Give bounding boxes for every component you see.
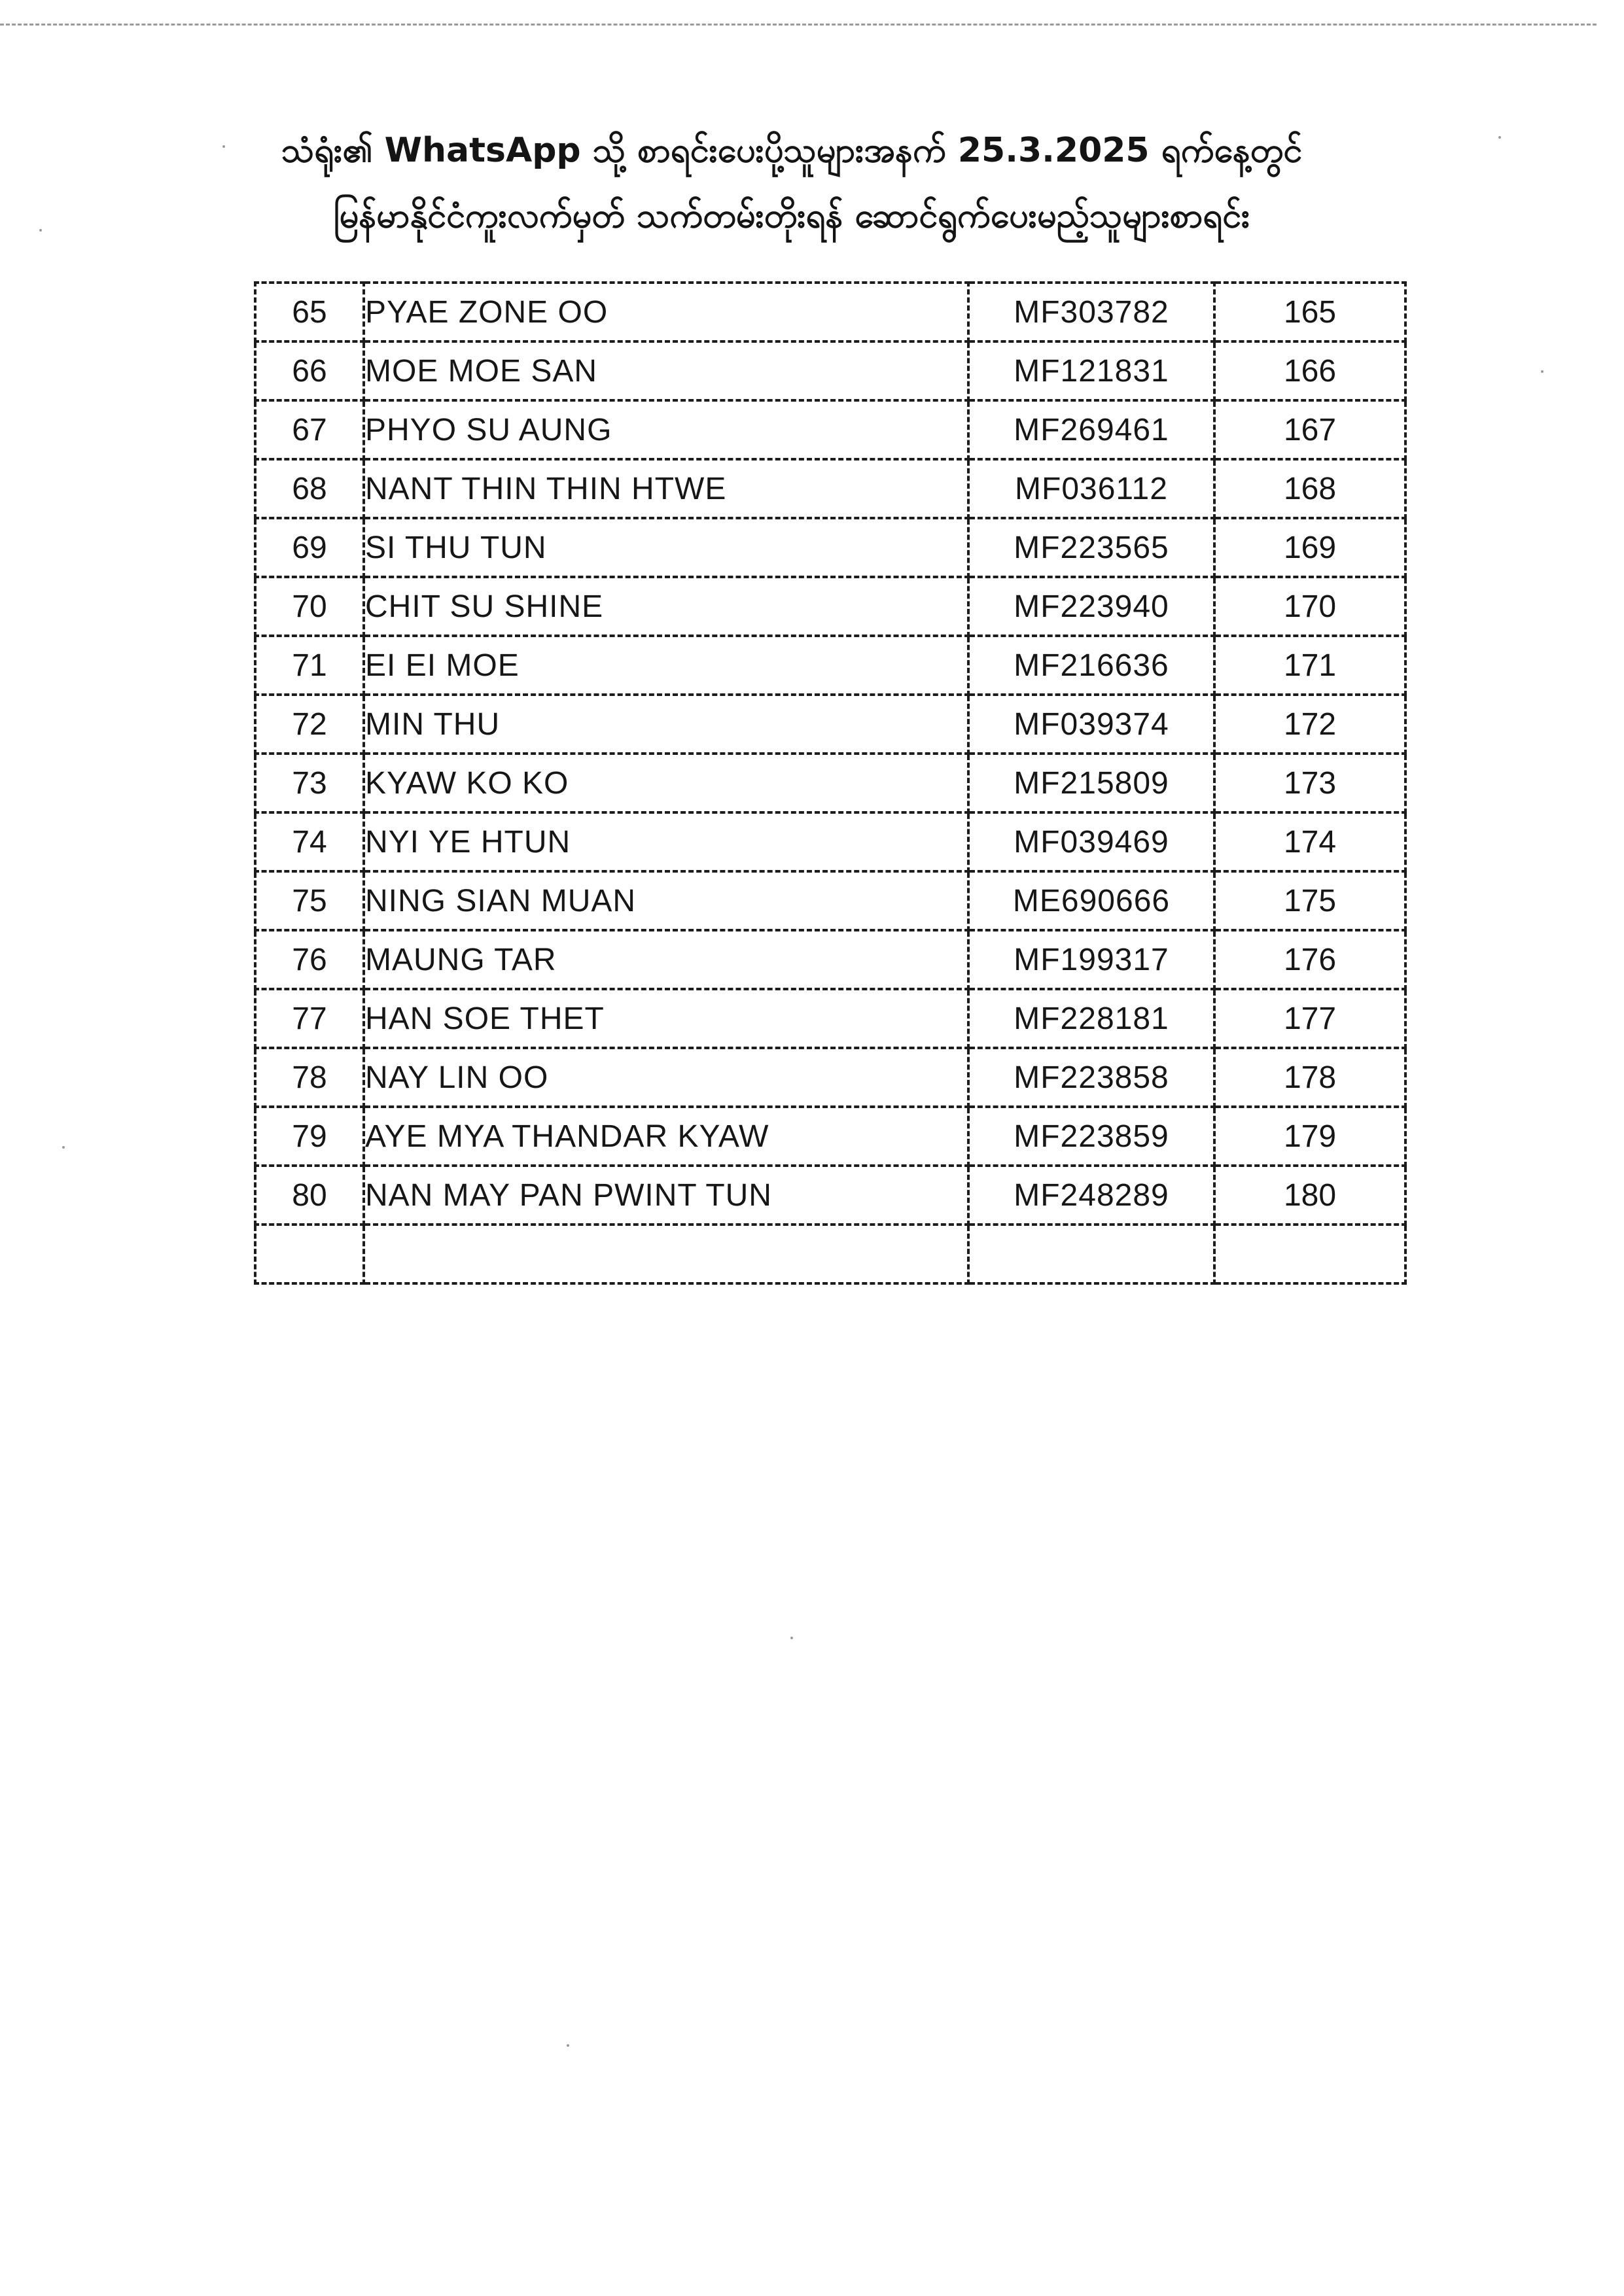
name-cell: KYAW KO KO [364,754,968,812]
document-title-line-2: မြန်မာနိုင်ငံကူးလက်မှတ် သက်တမ်းတိုးရန် ဆောင်ရွက်ပေးမည့်သူများစာရင်း [333,196,1250,235]
reference-number-cell: 167 [1214,400,1405,459]
row-number-cell: 79 [255,1107,364,1166]
row-number-cell: 65 [255,283,364,341]
table-row [255,1107,1405,1166]
passport-number-cell: MF269461 [968,400,1214,459]
row-number-cell: 66 [255,341,364,400]
passport-number-cell: MF223858 [968,1048,1214,1107]
table-row [255,400,1405,459]
passport-number-cell: MF039374 [968,695,1214,754]
reference-number-cell: 180 [1214,1166,1405,1225]
name-cell: NYI YE HTUN [364,812,968,871]
table-row [255,871,1405,930]
table-row [255,283,1405,341]
roster-table-body [255,283,1405,1283]
scan-speck [222,145,225,148]
reference-number-cell: 166 [1214,341,1405,400]
reference-number-cell: 171 [1214,636,1405,695]
reference-number-cell: 176 [1214,930,1405,989]
table-row [255,1166,1405,1225]
roster-table [254,281,1407,1285]
row-number-cell: 72 [255,695,364,754]
table-row [255,459,1405,518]
passport-number-cell: MF121831 [968,341,1214,400]
row-number-cell: 71 [255,636,364,695]
reference-number-cell: 172 [1214,695,1405,754]
passport-number-cell: MF199317 [968,930,1214,989]
row-number-cell: 70 [255,577,364,636]
passport-number-cell [968,1225,1214,1283]
scan-speck [790,1637,793,1639]
passport-number-cell: MF223940 [968,577,1214,636]
table-row [255,754,1405,812]
passport-number-cell: MF223859 [968,1107,1214,1166]
name-cell: CHIT SU SHINE [364,577,968,636]
table-row [255,989,1405,1048]
row-number-cell: 69 [255,518,364,577]
reference-number-cell: 169 [1214,518,1405,577]
table-row [255,1048,1405,1107]
name-cell: EI EI MOE [364,636,968,695]
row-number-cell: 77 [255,989,364,1048]
reference-number-cell: 177 [1214,989,1405,1048]
scan-speck [62,1146,65,1149]
passport-number-cell: MF303782 [968,283,1214,341]
row-number-cell: 67 [255,400,364,459]
passport-number-cell: ME690666 [968,871,1214,930]
name-cell: NAN MAY PAN PWINT TUN [364,1166,968,1225]
name-cell: HAN SOE THET [364,989,968,1048]
reference-number-cell: 174 [1214,812,1405,871]
row-number-cell [255,1225,364,1283]
reference-number-cell [1214,1225,1405,1283]
table-row [255,930,1405,989]
document-title-line-1: သံရုံး၏ WhatsApp သို့ စာရင်းပေးပို့သူများအနက် 25.3.2025 ရက်နေ့တွင် [281,131,1303,170]
table-row [255,1225,1405,1283]
row-number-cell: 78 [255,1048,364,1107]
name-cell: PHYO SU AUNG [364,400,968,459]
name-cell: NING SIAN MUAN [364,871,968,930]
scan-speck [1498,136,1501,139]
name-cell: AYE MYA THANDAR KYAW [364,1107,968,1166]
scan-speck [39,229,42,232]
reference-number-cell: 175 [1214,871,1405,930]
reference-number-cell: 178 [1214,1048,1405,1107]
row-number-cell: 68 [255,459,364,518]
name-cell: SI THU TUN [364,518,968,577]
passport-number-cell: MF228181 [968,989,1214,1048]
scan-top-edge-rule [0,24,1597,26]
row-number-cell: 74 [255,812,364,871]
name-cell: NAY LIN OO [364,1048,968,1107]
name-cell: NANT THIN THIN HTWE [364,459,968,518]
name-cell: MAUNG TAR [364,930,968,989]
reference-number-cell: 179 [1214,1107,1405,1166]
passport-number-cell: MF223565 [968,518,1214,577]
scan-speck [1541,370,1544,373]
table-row [255,636,1405,695]
row-number-cell: 80 [255,1166,364,1225]
reference-number-cell: 165 [1214,283,1405,341]
row-number-cell: 75 [255,871,364,930]
name-cell: MOE MOE SAN [364,341,968,400]
table-row [255,695,1405,754]
table-row [255,577,1405,636]
name-cell: PYAE ZONE OO [364,283,968,341]
row-number-cell: 73 [255,754,364,812]
passport-renewal-table [254,281,1394,1285]
passport-number-cell: MF216636 [968,636,1214,695]
name-cell [364,1225,968,1283]
passport-number-cell: MF248289 [968,1166,1214,1225]
table-row [255,518,1405,577]
row-number-cell: 76 [255,930,364,989]
reference-number-cell: 170 [1214,577,1405,636]
passport-number-cell: MF215809 [968,754,1214,812]
reference-number-cell: 173 [1214,754,1405,812]
passport-number-cell: MF036112 [968,459,1214,518]
table-row [255,341,1405,400]
reference-number-cell: 168 [1214,459,1405,518]
passport-number-cell: MF039469 [968,812,1214,871]
table-row [255,812,1405,871]
scan-speck [567,2044,569,2047]
name-cell: MIN THU [364,695,968,754]
